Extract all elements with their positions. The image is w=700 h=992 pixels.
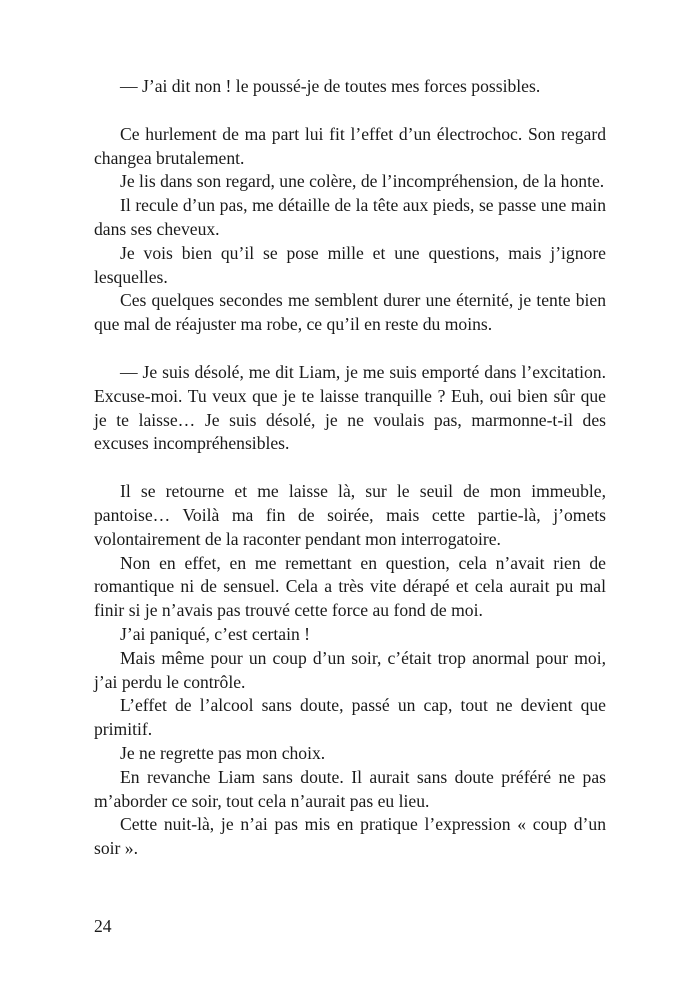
paragraph: Je ne regrette pas mon choix. — [120, 742, 326, 763]
page-number: 24 — [94, 916, 112, 936]
paragraph: Je vois bien qu’il se pose mille et une questions, mais j’ignore lesquelles. — [94, 242, 606, 287]
section-gap — [94, 456, 606, 480]
paragraph: Non en effet, en me remettant en question, cela n’avait rien de romantique ni de sensuel. Cela a très vite dérapé et cela aurait pu mal finir si je n’avais pas trouvé cette force au fond de moi. — [94, 552, 606, 621]
paragraph: Mais même pour un coup d’un soir, c’était trop anormal pour moi, j’ai perdu le contrôle. — [94, 647, 606, 692]
paragraph: Cette nuit-là, je n’ai pas mis en pratique l’expression « coup d’un soir ». — [94, 814, 606, 859]
paragraph: J’ai paniqué, c’est certain ! — [120, 623, 311, 644]
paragraph: — J’ai dit non ! le poussé-je de toutes mes forces possibles. — [120, 76, 541, 96]
paragraph: Il se retourne et me laisse là, sur le seuil de mon immeuble, pantoise… Voilà ma fin de soirée, mais cette partie-là, j’omets volontairement de la raconter pendant mon interrogatoire. — [94, 481, 606, 549]
section-gap — [94, 337, 606, 361]
paragraph: Je lis dans son regard, une colère, de l’incompréhension, de la honte. — [120, 171, 605, 192]
paragraph: Ce hurlement de ma part lui fit l’effet d’un électrochoc. Son regard changea brutalement. — [94, 123, 606, 168]
paragraph: L’effet de l’alcool sans doute, passé un cap, tout ne devient que primitif. — [94, 695, 606, 740]
paragraph: Ces quelques secondes me semblent durer une éternité, je tente bien que mal de réajuster ma robe, ce qu’il en reste du moins. — [94, 290, 606, 335]
paragraph: — Je suis désolé, me dit Liam, je me suis emporté dans l’excitation. Excuse-moi. Tu veux que je te laisse tranquille ? Euh, oui bien sûr que je te laisse… Je suis désolé, je ne voulais pas, marmonne-t-il des excuses incompréhensibles. — [94, 361, 606, 454]
paragraph: En revanche Liam sans doute. Il aurait sans doute préféré ne pas m’aborder ce soir, tout cela n’aurait pas eu lieu. — [94, 766, 606, 811]
paragraph: Il recule d’un pas, me détaille de la tête aux pieds, se passe une main dans ses cheveux. — [94, 195, 606, 239]
section-gap — [94, 99, 606, 123]
body-text — [94, 75, 606, 861]
